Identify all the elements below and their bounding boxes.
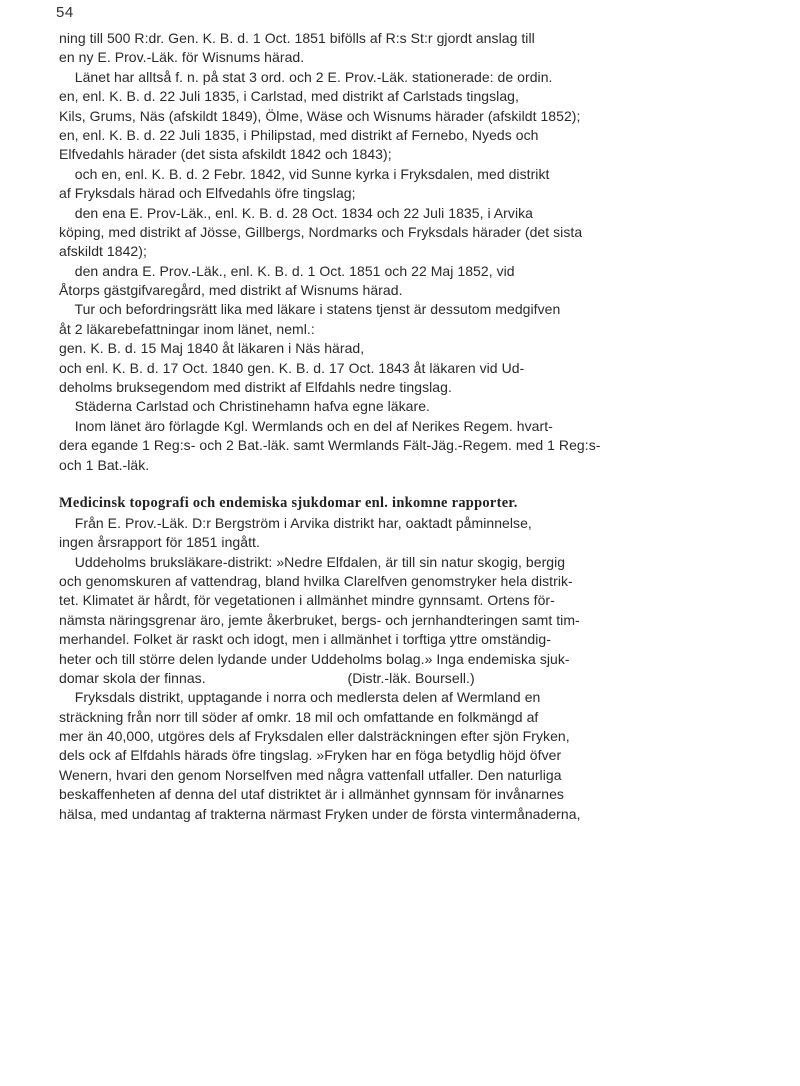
text-line: gen. K. B. d. 15 Maj 1840 åt läkaren i Näs härad, [59,340,365,357]
text-line: tet. Klimatet är hårdt, för vegetationen i allmänhet mindre gynnsamt. Ortens för- [59,592,555,609]
text-line: och genomskuren af vattendrag, bland hvilka Clarelfven genomstryker hela distrik- [59,572,573,589]
text-line: Kils, Grums, Näs (afskildt 1849), Ölme, Wäse och Wisnums härader (afskildt 1852); [59,107,581,124]
body-text [59,29,771,824]
text-line: dels ock af Elfdahls härads öfre tingslag. »Fryken har en föga betydlig höjd öfver [59,747,562,764]
text-line: Inom länet äro förlagde Kgl. Wermlands och en del af Nerikes Regem. hvart- [59,417,553,434]
text-line: en ny E. Prov.-Läk. för Wisnums härad. [59,49,305,66]
text-line: Uddeholms bruksläkare-distrikt: »Nedre Elfdalen, är till sin natur skogig, bergig [59,553,566,570]
text-line: Tur och befordringsrätt lika med läkare i statens tjenst är dessutom medgifven [59,301,561,318]
text-line: domar skola der finnas. (Distr.-läk. Boursell.) [59,669,475,686]
text-line: Länet har alltså f. n. på stat 3 ord. och 2 E. Prov.-Läk. stationerade: de ordin. [59,68,553,85]
text-line: af Fryksdals härad och Elfvedahls öfre tingslag; [59,185,356,202]
text-line: Åtorps gästgifvaregård, med distrikt af Wisnums härad. [59,282,403,299]
text-line: deholms bruksegendom med distrikt af Elfdahls nedre tingslag. [59,379,452,396]
text-line: en, enl. K. B. d. 22 Juli 1835, i Philipstad, med distrikt af Fernebo, Nyeds och [59,126,539,143]
text-line: sträckning från norr till söder af omkr. 18 mil och omfattande en folkmängd af [59,708,539,725]
text-line: beskaffenheten af denna del utaf distriktet är i allmänhet gynnsam för invånarnes [59,786,564,803]
blank-line [59,475,771,494]
text-line: ingen årsrapport för 1851 ingått. [59,534,260,551]
text-line: och enl. K. B. d. 17 Oct. 1840 gen. K. B. d. 17 Oct. 1843 åt läkaren vid Ud- [59,359,525,376]
text-line: den ena E. Prov-Läk., enl. K. B. d. 28 Oct. 1834 och 22 Juli 1835, i Arvika [59,204,533,221]
text-line: Elfvedahls härader (det sista afskildt 1842 och 1843); [59,146,392,163]
text-line: köping, med distrikt af Jösse, Gillbergs, Nordmarks och Fryksdals härader (det sista [59,223,583,240]
text-line: hälsa, med undantag af trakterna närmast Fryken under de första vintermånaderna, [59,805,581,822]
text-line: dera egande 1 Reg:s- och 2 Bat.-läk. samt Wermlands Fält-Jäg.-Regem. med 1 Reg:s- [59,437,601,454]
page-number: 54 [56,4,74,21]
text-line: mer än 40,000, utgöres dels af Fryksdalen eller dalsträckningen efter sjön Fryken, [59,728,570,745]
section-heading: Medicinsk topografi och endemiska sjukdomar enl. inkomne rapporter. [59,495,518,512]
text-line: och en, enl. K. B. d. 2 Febr. 1842, vid Sunne kyrka i Fryksdalen, med distrikt [59,165,550,182]
text-line: afskildt 1842); [59,243,147,260]
text-line: och 1 Bat.-läk. [59,456,150,473]
text-line: heter och till större delen lydande under Uddeholms bolag.» Inga endemiska sjuk- [59,650,570,667]
text-line: Fryksdals distrikt, upptagande i norra och medlersta delen af Wermland en [59,689,541,706]
text-line: nämsta näringsgrenar äro, jemte åkerbruket, bergs- och jernhandteringen samt tim- [59,611,580,628]
text-line: åt 2 läkarebefattningar inom länet, neml.: [59,320,315,337]
text-line: Wenern, hvari den genom Norselfven med några vattenfall utfaller. Den naturliga [59,766,562,783]
text-line: en, enl. K. B. d. 22 Juli 1835, i Carlstad, med distrikt af Carlstads tingslag, [59,88,519,105]
text-line: Städerna Carlstad och Christinehamn hafva egne läkare. [59,398,430,415]
text-line: ning till 500 R:dr. Gen. K. B. d. 1 Oct. 1851 bifölls af R:s St:r gjordt anslag till [59,30,535,46]
text-line: Från E. Prov.-Läk. D:r Bergström i Arvika distrikt har, oaktadt påminnelse, [59,514,532,531]
text-line: den andra E. Prov.-Läk., enl. K. B. d. 1 Oct. 1851 och 22 Maj 1852, vid [59,262,515,279]
text-line: merhandel. Folket är raskt och idogt, men i allmänhet i torftiga yttre omständig- [59,631,551,648]
